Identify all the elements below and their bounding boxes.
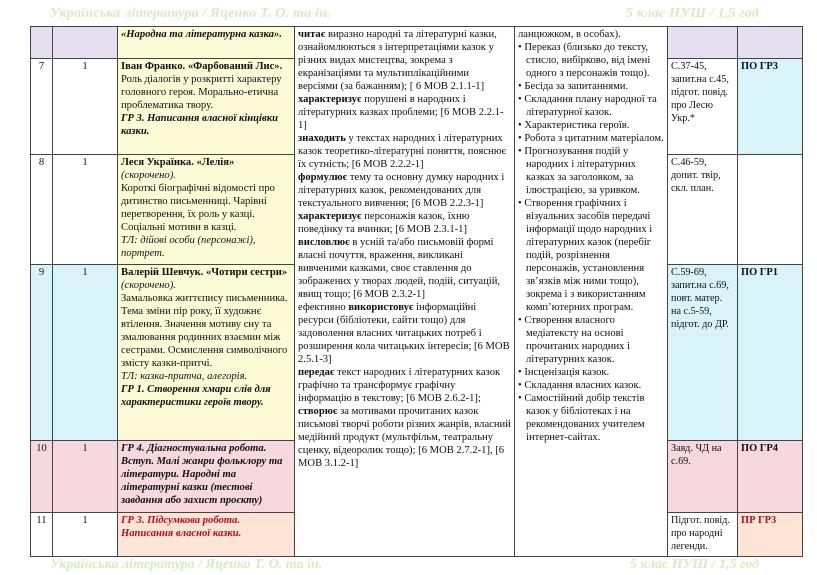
homework: С.59-69, запит.на с.69, повт. матер. на с.5-59, підгот. до ДР.	[668, 265, 738, 441]
learning-outcome	[298, 28, 511, 93]
activity-form-item: ланцюжком, в особах).	[518, 29, 621, 40]
activity-form-item: • Прогнозування подій у народних і літературних казках за заголовком, за ілюстрацією, за уривком.	[518, 145, 664, 197]
outcome-verb: створює	[298, 406, 338, 417]
activity-form-item: • Бесіда за запитаннями.	[518, 80, 664, 93]
lesson-topic	[118, 513, 295, 557]
topic-final-task: ГР 3. Підсумкова робота. Написання власної казки.	[121, 515, 242, 539]
outcome-text: ефективно	[298, 302, 349, 313]
topic-continuation: «Народна та літературна казка».	[121, 29, 282, 40]
activity-forms-cell	[515, 27, 668, 557]
outcome-text: текст народних і літературних казок графічно та трансформує графічну інформацію в текстову; [6 МОВ 2.6.2-1];	[298, 367, 501, 404]
outcome-verb: висловлює	[298, 237, 350, 248]
learning-outcome	[298, 171, 511, 210]
assessment	[738, 27, 803, 59]
learning-outcome	[298, 405, 511, 470]
topic-subtitle: (скорочено).	[121, 280, 176, 291]
page-header-right: 5 клас НУШ / 1,5 год	[626, 6, 759, 21]
topic-subtitle: (скорочено).	[121, 170, 176, 181]
lesson-topic	[118, 59, 295, 155]
lesson-number: 9	[31, 265, 53, 441]
outcome-verb: читає	[298, 29, 326, 40]
outcome-text: персонажів казок, їхню поведінку та вчинки; [6 МОВ 2.3.1-1]	[298, 211, 470, 235]
activity-form-item: • Самостійний добір текстів казок у бібліотеках і на рекомендованих учителем інтернет-сайтах.	[518, 392, 664, 444]
topic-title: Валерій Шевчук. «Чотири сестри»	[121, 267, 288, 278]
table-row	[31, 27, 803, 59]
learning-outcome	[298, 236, 511, 301]
outcome-text: інформаційні ресурси (бібліотеки, сайти тощо) для задоволення власних читацьких потреб і розширення кола читацьких інтересів; [6 МОВ 2.5.1-3]	[298, 302, 510, 365]
topic-text: Замальовка життєпису письменника. Тема зміни пір року, її художнє втілення. Значення мотиву сну та змалювання родинних взаємин між сестрами. Осмислення символічного змісту казки-притчі.	[121, 293, 288, 369]
lesson-number: 10	[31, 441, 53, 513]
topic-theory: ТЛ: казка-притча, алегорія.	[121, 371, 248, 382]
lesson-topic	[118, 441, 295, 513]
homework: Підгот. повід. про народні легенди.	[668, 513, 738, 557]
activity-form-item: • Інсценізація казок.	[518, 366, 664, 379]
topic-text: Роль діалогів у розкритті характеру головного героя. Морально-етична проблематика твору.	[121, 74, 282, 111]
activity-form-item: • Створення власного медіатексту на основі прочитаних народних і літературних казок.	[518, 314, 664, 366]
learning-outcome	[298, 366, 511, 405]
homework: С.46-59, допит. твір, скл. план.	[668, 155, 738, 265]
lesson-number	[31, 27, 53, 59]
activity-form-item: • Складання власних казок.	[518, 379, 664, 392]
outcome-text: в усній та/або письмовій формі власні почуття, враження, викликані вивченими казками, своє ставлення до зображених у творах людей, подій, ситуацій, явищ тощо; [6 МОВ 2.3.2-1]	[298, 237, 501, 300]
lesson-hours: 1	[53, 155, 118, 265]
homework	[668, 27, 738, 59]
outcome-text: у текстах народних і літературних казок теоретико-літературні поняття, пояснює їх сутність; [6 МОВ 2.2.2-1]	[298, 133, 507, 170]
learning-outcome	[298, 93, 511, 132]
outcome-verb: формулює	[298, 172, 348, 183]
lesson-number: 8	[31, 155, 53, 265]
homework: С.37-45, запит.на с.45, підгот. повід. про Лесю Укр.*	[668, 59, 738, 155]
lesson-topic	[118, 27, 295, 59]
assessment: ПО ГР3	[738, 59, 803, 155]
assessment: ПО ГР4	[738, 441, 803, 513]
topic-theory: ТЛ: дійові особи (персонажі), портрет.	[121, 235, 256, 259]
topic-title: Іван Франко. «Фарбований Лис».	[121, 61, 283, 72]
learning-outcome	[298, 132, 511, 171]
lesson-topic	[118, 265, 295, 441]
topic-text: Короткі біографічні відомості про дитинство письменниці. Чарівні перетворення, їх роль у казці. Соціальні мотиви в казці.	[121, 183, 275, 233]
outcome-text: за мотивами прочитаних казок письмові творчі роботи різних жанрів, власний медійний продукт (мультфільм, театральну сценку, відеоролик тощо); [6 МОВ 2.7.2-1], [6 МОВ 3.1.2-1]	[298, 406, 511, 469]
activity-form-item: • Створення графічних і візуальних засобів передачі інформації щодо народних і літературних казок (перебіг подій, розрізнення персонажів, установлення зв’язків між ними тощо), зокрема і з використанням комп’ютерних програм.	[518, 197, 664, 314]
topic-title: Леся Українка. «Лелія»	[121, 157, 235, 168]
page-footer-right: 5 клас НУШ / 1,5 год	[630, 557, 759, 572]
outcome-verb: використовує	[348, 302, 414, 313]
topic-diagnostic-task: ГР 4. Діагностувальна робота. Вступ. Малі жанри фольклору та літератури. Народні та літературні казки (тестові завдання або захист проєкту)	[121, 443, 283, 506]
page-header-left: Українська література / Яценко Т. О. та ін.	[50, 6, 331, 21]
page-footer-left: Українська література / Яценко Т. О. та ін.	[50, 557, 323, 572]
curriculum-table	[30, 26, 803, 557]
topic-writing-task: ГР 1. Створення хмари слів для характеристики героїв твору.	[121, 384, 271, 408]
learning-outcomes-cell	[295, 27, 515, 557]
activity-form-item: • Характеристика героїв.	[518, 119, 664, 132]
learning-outcome	[298, 210, 511, 236]
lesson-hours: 1	[53, 513, 118, 557]
activity-form-item: • Складання плану народної та літературної казок.	[518, 93, 664, 119]
outcome-verb: знаходить	[298, 133, 346, 144]
outcome-verb: передає	[298, 367, 335, 378]
lesson-hours: 1	[53, 441, 118, 513]
outcome-text: порушені в народних і літературних казках проблеми; [6 МОВ 2.2.1-1]	[298, 94, 504, 131]
lesson-number: 11	[31, 513, 53, 557]
outcome-verb: характеризує	[298, 211, 362, 222]
learning-outcomes-list	[298, 28, 511, 470]
topic-writing-task: ГР 3. Написання власної кінцівки казки.	[121, 113, 278, 137]
lesson-topic	[118, 155, 295, 265]
outcome-text: тему та основну думку народних і літературних казок, рекомендованих для текстуального вивчення; [6 МОВ 2.2.3-1]	[298, 172, 505, 209]
lesson-hours: 1	[53, 59, 118, 155]
activity-form-item: • Робота з цитатним матеріалом.	[518, 132, 664, 145]
assessment: ПО ГР1	[738, 265, 803, 441]
outcome-text: виразно народні та літературні казки, ознайомлюються з інтерпретаціями казок у різних видах мистецтва, зокрема з екранізаціями та мультиплікаційними версіями (за бажанням); [ 6 МОВ 2.1.1-1]	[298, 29, 497, 92]
activity-form-item: • Переказ (близько до тексту, стисло, вибірково, від імені одного з персонажів тощо).	[518, 41, 664, 80]
learning-outcome	[298, 301, 511, 366]
assessment	[738, 155, 803, 265]
assessment: ПР ГР3	[738, 513, 803, 557]
lesson-hours	[53, 27, 118, 59]
activity-forms-list	[518, 28, 664, 444]
lesson-number: 7	[31, 59, 53, 155]
homework: Завд. ЧД на с.69.	[668, 441, 738, 513]
outcome-verb: характеризує	[298, 94, 362, 105]
lesson-hours: 1	[53, 265, 118, 441]
